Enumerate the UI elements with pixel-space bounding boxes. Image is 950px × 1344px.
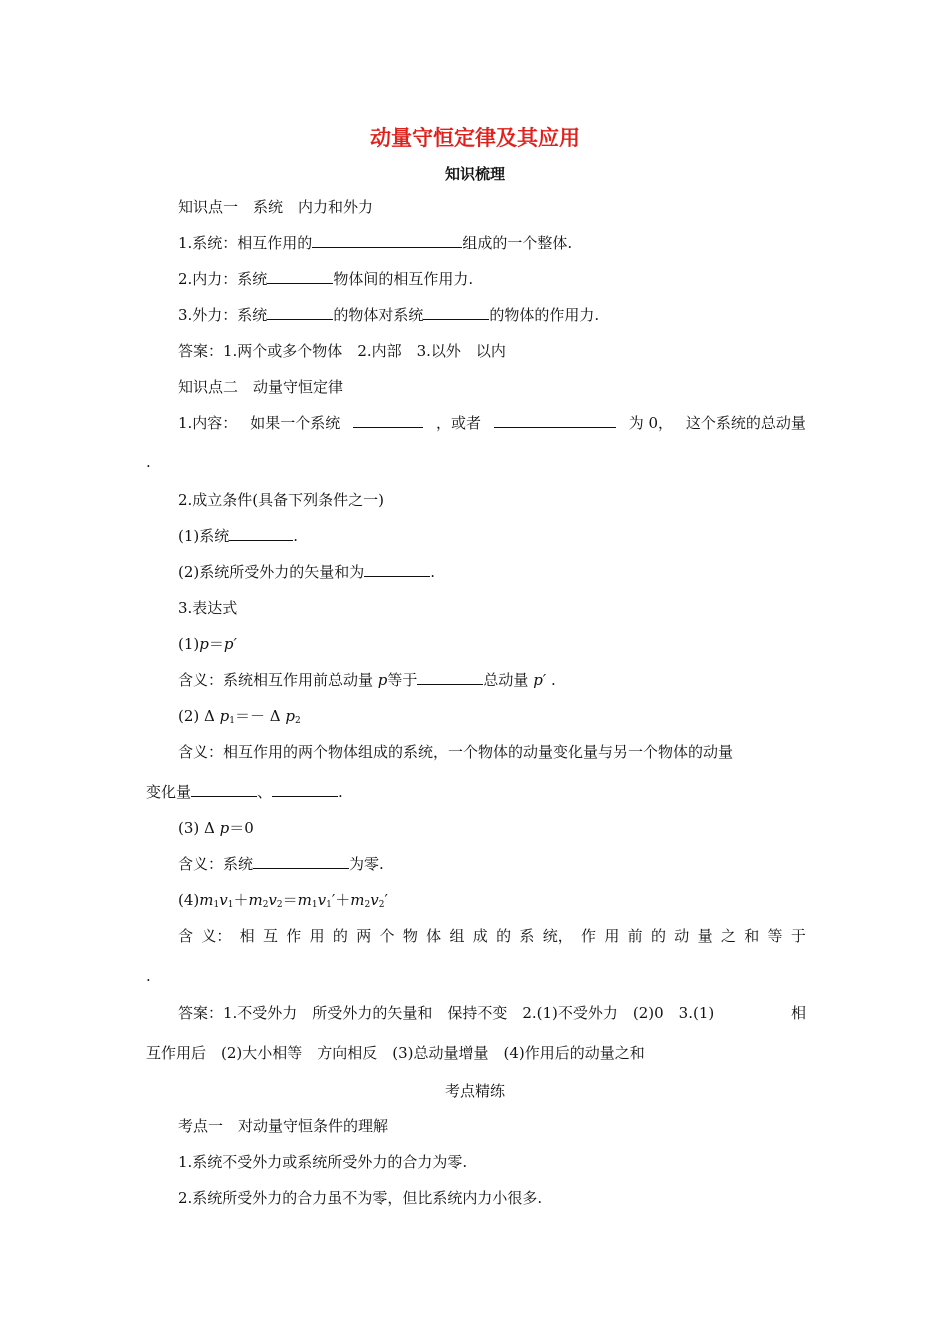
kp1-line2: 2.内力：系统 物体间的相互作用力.	[178, 270, 474, 288]
fill-blank[interactable]	[423, 305, 489, 320]
section-title-knowledge: 知识梳理	[444, 165, 505, 183]
formula-4: $(4)m_1v_1+m_2v_2=m_1v_1'+m_2v_2'$	[178, 891, 388, 910]
kp1-line3: 3.外力：系统 的物体对系统 的物体的作用力.	[178, 306, 600, 324]
kp2-expression: 3.表达式	[178, 599, 238, 617]
fill-blank[interactable]	[494, 413, 616, 428]
meaning-2-line2: 变化量 、 .	[146, 783, 343, 801]
fill-blank[interactable]	[272, 782, 338, 797]
page-title: 动量守恒定律及其应用	[370, 126, 580, 150]
trailing-period: .	[146, 967, 151, 985]
kp2-heading: 知识点二 动量守恒定律	[178, 378, 344, 396]
meaning-3: 含义：系统 为零.	[178, 855, 384, 873]
section-title-exam: 考点精练	[444, 1082, 505, 1100]
trailing-period: .	[146, 453, 151, 471]
kp2-content-line: 1.内容： 如果一个系统 ，或者 为 0， 这个系统的总动量	[178, 414, 806, 432]
exam-point-1-item-2: 2.系统所受外力的合力虽不为零，但比系统内力小很多.	[178, 1189, 543, 1207]
exam-point-1-heading: 考点一 对动量守恒条件的理解	[178, 1117, 389, 1135]
meaning-2-line1: 含义：相互作用的两个物体组成的系统，一个物体的动量变化量与另一个物体的动量	[178, 743, 734, 761]
kp2-answer-line2: 互作用后 (2)大小相等 方向相反 (3)总动量增量 (4)作用后的动量之和	[146, 1044, 645, 1062]
fill-blank[interactable]	[267, 305, 333, 320]
fill-blank[interactable]	[417, 670, 483, 685]
kp1-answer: 答案：1.两个或多个物体 2.内部 3.以外 以内	[178, 342, 506, 360]
meaning-1: 含义：系统相互作用前总动量 p等于 总动量 p′ .	[178, 671, 556, 689]
kp2-condition: 2.成立条件(具备下列条件之一)	[178, 491, 385, 509]
fill-blank[interactable]	[267, 269, 333, 284]
kp1-line1: 1.系统：相互作用的 组成的一个整体.	[178, 234, 573, 252]
formula-3: (3) Δ p＝0	[178, 819, 254, 837]
fill-blank[interactable]	[312, 233, 462, 248]
formula-1: (1)p＝p′	[178, 635, 237, 653]
formula-2: (2) Δ $p_1=- \Delta$ $p_2$	[178, 707, 301, 726]
kp2-answer-line1: 答案：1.不受外力 所受外力的矢量和 保持不变 2.(1)不受外力 (2)0 3.(1) 相	[178, 1004, 806, 1022]
fill-blank[interactable]	[253, 854, 349, 869]
fill-blank[interactable]	[191, 782, 257, 797]
fill-blank[interactable]	[229, 526, 293, 541]
kp2-condition-2: (2)系统所受外力的矢量和为 .	[178, 563, 436, 581]
fill-blank[interactable]	[364, 562, 430, 577]
kp2-condition-1: (1)系统 .	[178, 527, 299, 545]
exam-point-1-item-1: 1.系统不受外力或系统所受外力的合力为零.	[178, 1153, 468, 1171]
fill-blank[interactable]	[353, 413, 423, 428]
meaning-4: 含 义： 相 互 作 用 的 两 个 物 体 组 成 的 系 统， 作 用 前 的 动 量 之 和 等 于	[178, 927, 806, 945]
kp1-heading: 知识点一 系统 内力和外力	[178, 198, 374, 216]
